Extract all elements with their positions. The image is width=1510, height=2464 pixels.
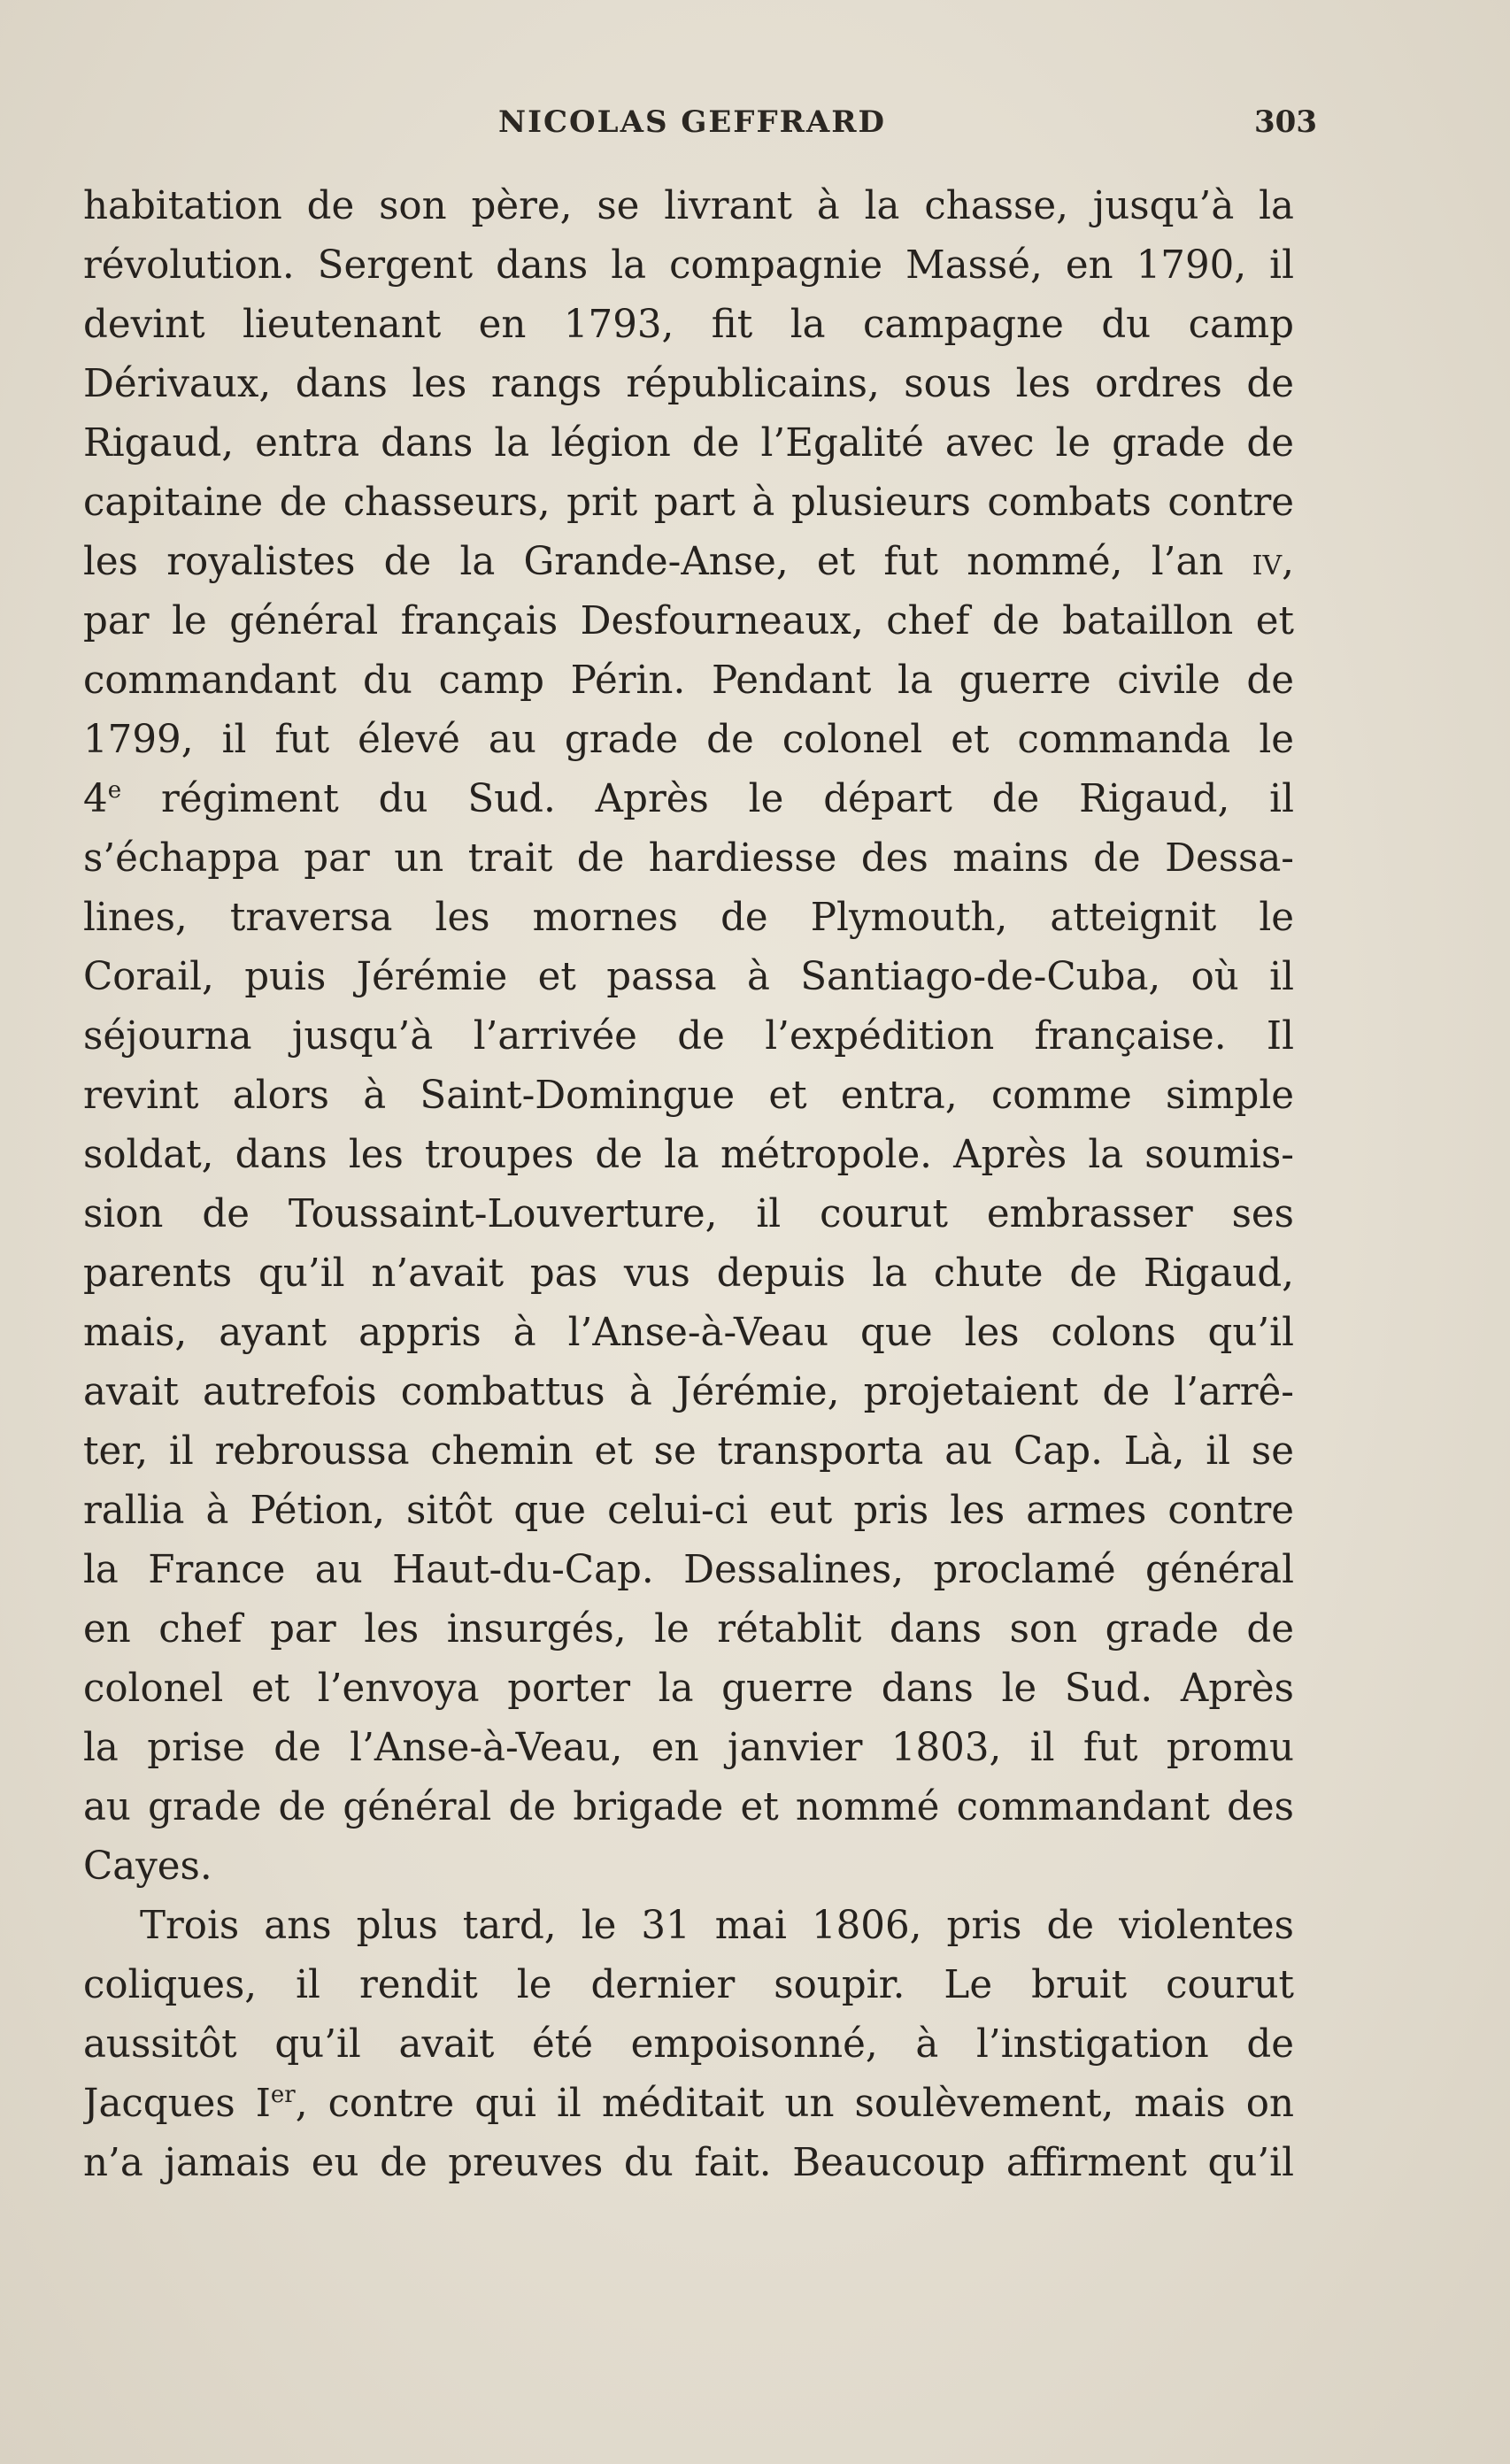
text-line: Rigaud, entra dans la légion de l’Egalité avec le grade de [83,421,1294,466]
text-line: rallia à Pétion, sitôt que celui-ci eut pris les armes contre [83,1489,1294,1533]
text-line: soldat, dans les troupes de la métropole. Après la soumis- [83,1133,1294,1177]
text-line: s’échappa par un trait de hardiesse des mains de Dessa- [83,836,1294,881]
text-line: mais, ayant appris à l’Anse-à-Veau que les colons qu’il [83,1311,1294,1355]
text-line: capitaine de chasseurs, prit part à plusieurs combats contre [83,481,1294,525]
text-line: commandant du camp Périn. Pendant la guerre civile de [83,658,1294,703]
text-line: habitation de son père, se livrant à la chasse, jusqu’à la [83,184,1294,228]
text-line: la prise de l’Anse-à-Veau, en janvier 1803, il fut promu [83,1726,1294,1770]
paragraph-end-line: Cayes. [83,1844,212,1889]
text-line: ter, il rebroussa chemin et se transporta au Cap. Là, il se [83,1429,1294,1474]
body-text [83,177,1294,2193]
text-line: coliques, il rendit le dernier soupir. Le bruit courut [83,1963,1294,2007]
text-line: séjourna jusqu’à l’arrivée de l’expédition française. Il [83,1014,1294,1059]
text-line: lines, traversa les mornes de Plymouth, atteignit le [83,896,1294,940]
text-line: 4e régiment du Sud. Après le départ de Rigaud, il [83,777,1294,821]
text-line: au grade de général de brigade et nommé commandant des [83,1785,1294,1829]
text-line: sion de Toussaint-Louverture, il courut embrasser ses [83,1192,1294,1236]
text-line: Corail, puis Jérémie et passa à Santiago-de-Cuba, où il [83,955,1294,999]
text-line: en chef par les insurgés, le rétablit dans son grade de [83,1607,1294,1652]
text-line: 1799, il fut élevé au grade de colonel et commanda le [83,718,1294,762]
text-line: les royalistes de la Grande-Anse, et fut nommé, l’an iv, [83,540,1294,584]
running-title: NICOLAS GEFFRARD [498,104,886,140]
text-line: parents qu’il n’avait pas vus depuis la chute de Rigaud, [83,1251,1294,1296]
text-line: revint alors à Saint-Domingue et entra, comme simple [83,1074,1294,1118]
text-line: Jacques Ier, contre qui il méditait un soulèvement, mais on [83,2082,1294,2126]
text-line: révolution. Sergent dans la compagnie Massé, en 1790, il [83,243,1294,288]
text-line: avait autrefois combattus à Jérémie, projetaient de l’arrê- [83,1370,1294,1414]
text-line: n’a jamais eu de preuves du fait. Beaucoup affirment qu’il [83,2141,1294,2185]
running-head [85,104,1317,149]
text-line: par le général français Desfourneaux, chef de bataillon et [83,599,1294,643]
text-line: colonel et l’envoya porter la guerre dans le Sud. Après [83,1667,1294,1711]
paragraph-start-line: Trois ans plus tard, le 31 mai 1806, pris de violentes [140,1904,1294,1948]
text-line: devint lieutenant en 1793, fit la campagne du camp [83,303,1294,347]
text-line: la France au Haut-du-Cap. Dessalines, proclamé général [83,1548,1294,1592]
text-line: aussitôt qu’il avait été empoisonné, à l’instigation de [83,2022,1294,2067]
text-line: Dérivaux, dans les rangs républicains, sous les ordres de [83,362,1294,406]
page-number: 303 [1254,104,1317,140]
